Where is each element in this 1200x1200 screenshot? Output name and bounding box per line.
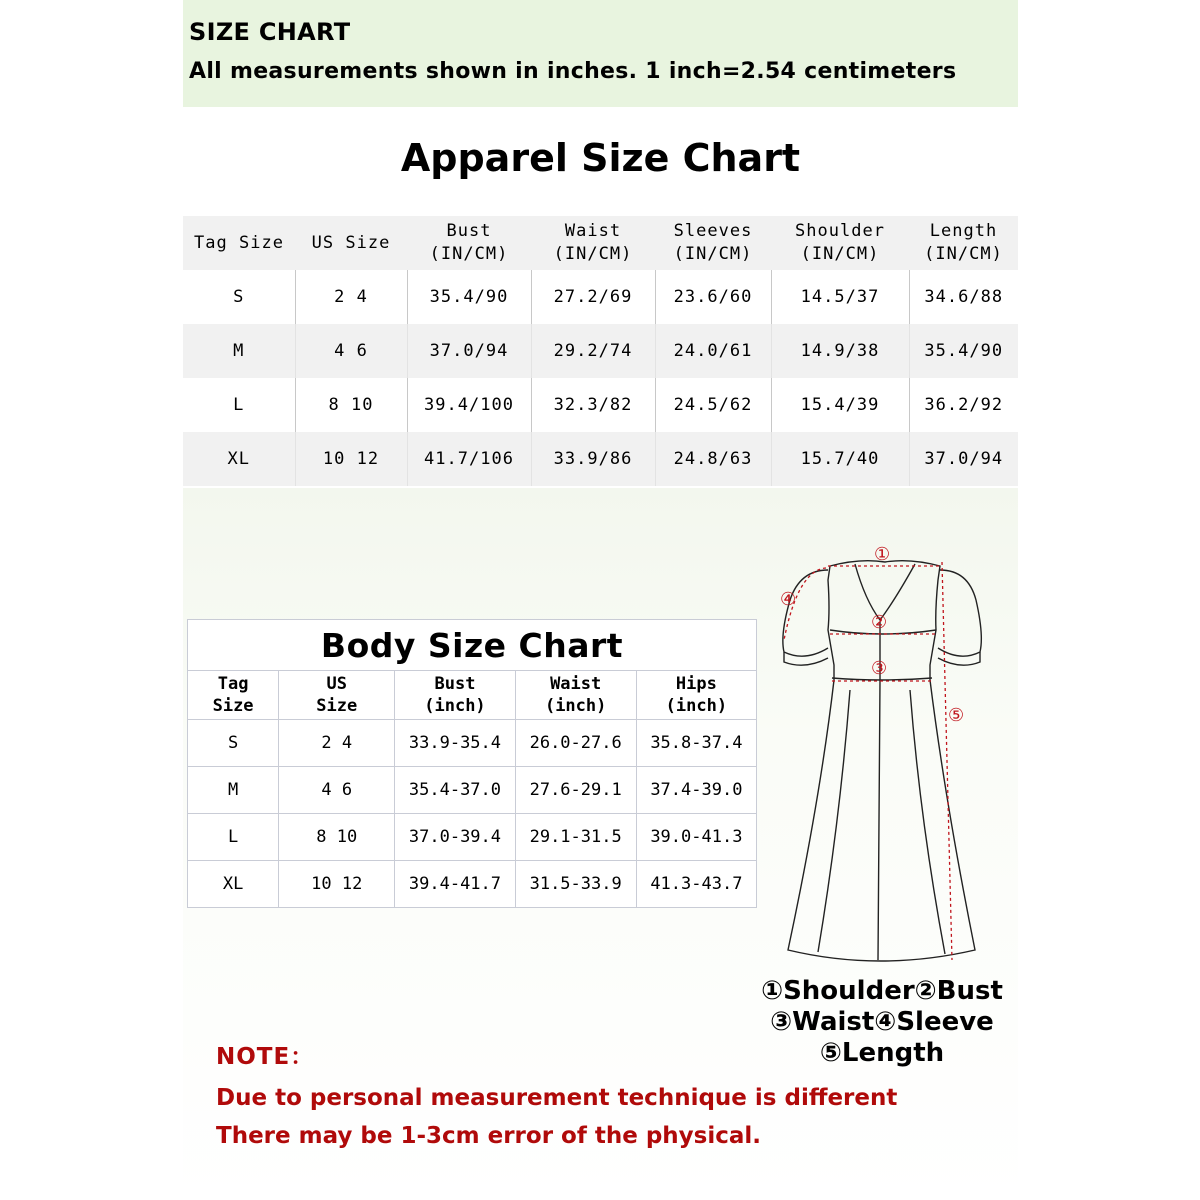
table-cell: 27.6-29.1: [515, 767, 636, 814]
table-cell: 35.4/90: [909, 324, 1018, 378]
table-cell: 37.0/94: [407, 324, 531, 378]
table-cell: 39.4/100: [407, 378, 531, 432]
table-cell: 35.8-37.4: [636, 720, 756, 767]
table-cell: 29.2/74: [531, 324, 655, 378]
table-cell: 37.0-39.4: [395, 814, 515, 861]
table-row: [183, 378, 1018, 432]
table-cell: 31.5-33.9: [515, 861, 636, 908]
table-row: [183, 270, 1018, 324]
table-cell: 29.1-31.5: [515, 814, 636, 861]
apparel-size-table: [183, 216, 1018, 486]
body-header-tag-size: Tag Size: [188, 671, 279, 720]
banner-subtitle: All measurements shown in inches. 1 inch=2.54 centimeters: [189, 59, 957, 84]
table-cell: 4 6: [295, 324, 407, 378]
apparel-header-row: [183, 216, 1018, 270]
table-cell: 24.5/62: [655, 378, 771, 432]
note-block: [216, 1038, 897, 1149]
body-header-waist: Waist (inch): [515, 671, 636, 720]
table-cell: 10 12: [295, 432, 407, 486]
note-title: NOTE：: [216, 1044, 315, 1070]
table-cell: 8 10: [295, 378, 407, 432]
table-cell: 37.4-39.0: [636, 767, 756, 814]
table-cell: 35.4-37.0: [395, 767, 515, 814]
legend-line: ③Waist④Sleeve: [770, 1007, 994, 1037]
table-cell: 2 4: [295, 270, 407, 324]
apparel-header-sleeves: Sleeves (IN/CM): [673, 221, 753, 264]
table-cell: 33.9-35.4: [395, 720, 515, 767]
banner-title: SIZE CHART: [189, 18, 351, 46]
size-chart-banner: [183, 0, 1018, 107]
table-cell: 14.5/37: [771, 270, 909, 324]
table-cell: M: [188, 767, 279, 814]
table-cell: S: [233, 287, 245, 307]
dress-diagram: [770, 540, 1000, 980]
table-cell: 34.6/88: [909, 270, 1018, 324]
apparel-header-waist: Waist (IN/CM): [553, 221, 633, 264]
apparel-header-tag-size: Tag Size: [194, 232, 284, 253]
body-header-us-size: US Size: [279, 671, 395, 720]
table-cell: 27.2/69: [531, 270, 655, 324]
table-cell: 37.0/94: [909, 432, 1018, 486]
table-cell: XL: [227, 449, 250, 469]
table-cell: 23.6/60: [655, 270, 771, 324]
table-cell: 39.0-41.3: [636, 814, 756, 861]
table-row: [183, 432, 1018, 486]
measure-lines: [784, 562, 952, 960]
table-row: [188, 814, 757, 861]
measure-markers: [780, 544, 964, 726]
table-cell: 14.9/38: [771, 324, 909, 378]
table-cell: L: [188, 814, 279, 861]
table-cell: 26.0-27.6: [515, 720, 636, 767]
marker-bust: ②: [871, 612, 888, 633]
body-header-bust: Bust (inch): [395, 671, 515, 720]
table-cell: 24.0/61: [655, 324, 771, 378]
table-cell: 15.4/39: [771, 378, 909, 432]
table-cell: 8 10: [279, 814, 395, 861]
body-size-table: [187, 619, 757, 908]
table-row: [188, 861, 757, 908]
marker-sleeve: ④: [780, 589, 797, 610]
marker-waist: ③: [871, 658, 888, 679]
table-cell: 10 12: [279, 861, 395, 908]
table-cell: S: [188, 720, 279, 767]
table-cell: 35.4/90: [407, 270, 531, 324]
table-cell: 2 4: [279, 720, 395, 767]
marker-length: ⑤: [948, 705, 965, 726]
apparel-header-shoulder: Shoulder (IN/CM): [795, 221, 885, 264]
table-cell: 33.9/86: [531, 432, 655, 486]
table-cell: 39.4-41.7: [395, 861, 515, 908]
marker-shoulder: ①: [874, 544, 891, 565]
note-line: Due to personal measurement technique is different: [216, 1085, 898, 1111]
table-cell: 24.8/63: [655, 432, 771, 486]
legend-line: ①Shoulder②Bust: [761, 976, 1003, 1006]
table-row: [188, 720, 757, 767]
table-cell: 41.7/106: [407, 432, 531, 486]
table-cell: XL: [188, 861, 279, 908]
note-line: There may be 1-3cm error of the physical.: [216, 1123, 762, 1149]
table-cell: 4 6: [279, 767, 395, 814]
table-cell: 32.3/82: [531, 378, 655, 432]
apparel-header-us-size: US Size: [311, 232, 391, 253]
apparel-header-bust: Bust (IN/CM): [429, 221, 509, 264]
legend-line: ⑤Length: [819, 1038, 945, 1068]
table-cell: 15.7/40: [771, 432, 909, 486]
apparel-chart-title: Apparel Size Chart: [400, 136, 801, 180]
table-cell: 41.3-43.7: [636, 861, 756, 908]
table-row: [183, 324, 1018, 378]
body-header-hips: Hips (inch): [636, 671, 756, 720]
table-row: [188, 767, 757, 814]
table-cell: L: [233, 395, 245, 415]
body-chart-title: Body Size Chart: [188, 620, 757, 671]
table-cell: 36.2/92: [909, 378, 1018, 432]
apparel-header-length: Length (IN/CM): [924, 221, 1003, 264]
table-cell: M: [233, 341, 245, 361]
body-header-row: [188, 671, 757, 720]
